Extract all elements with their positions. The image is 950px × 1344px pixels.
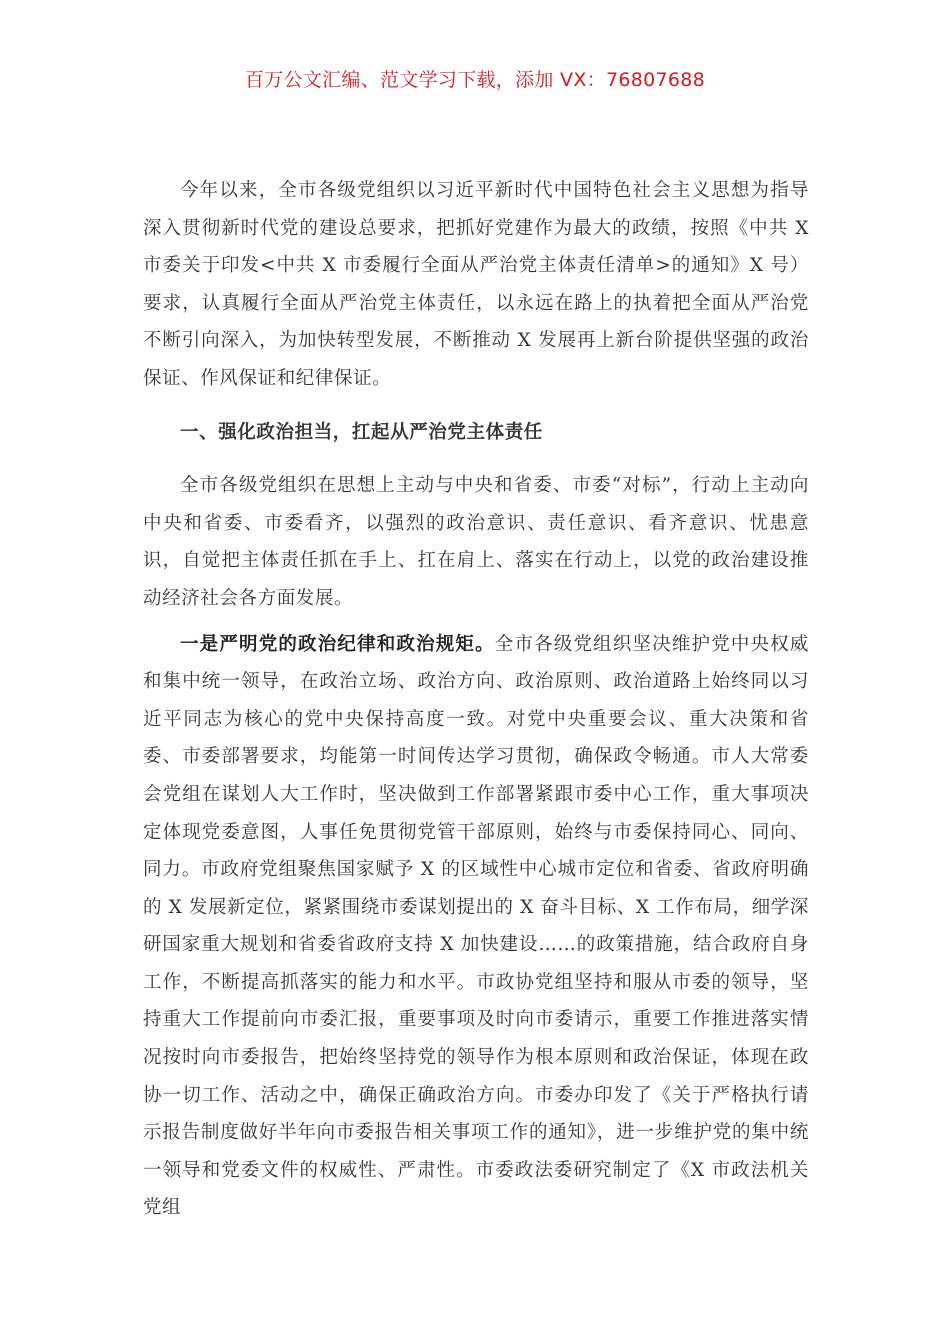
promo-banner: 百万公文汇编、范文学习下载，添加 VX：76807688 xyxy=(244,69,706,91)
spacer xyxy=(143,459,809,467)
document-body xyxy=(143,172,809,1227)
spacer xyxy=(143,618,809,626)
spacer xyxy=(143,398,809,406)
subsection-paragraph xyxy=(143,626,809,1228)
subsection-lead: 一是严明党的政治纪律和政治规矩。 xyxy=(180,633,495,655)
intro-paragraph: 今年以来，全市各级党组织以习近平新时代中国特色社会主义思想为指导深入贯彻新时代党的建设总要求，把抓好党建作为最大的政绩，按照《中共 X 市委关于印发<中共 X 市委履行全面从严治党主体责任清单>的通知》X 号）要求，认真履行全面从严治党主体责任，以永远在路上的执着把全面从严治党不断引向深入，为加快转型发展，不断推动 X 发展再上新台阶提供坚强的政治保证、作风保证和纪律保证。 xyxy=(143,180,809,389)
subsection-text: 全市各级党组织坚决维护党中央权威和集中统一领导，在政治立场、政治方向、政治原则、政治道路上始终同以习近平同志为核心的党中央保持高度一致。对党中央重要会议、重大决策和省委、市委部署要求，均能第一时间传达学习贯彻，确保政令畅通。市人大常委会党组在谋划人大工作时，坚决做到工作部署紧跟市委中心工作，重大事项决定体现党委意图，人事任免贯彻党管干部原则，始终与市委保持同心、同向、同力。市政府党组聚焦国家赋予 X 的区域性中心城市定位和省委、省政府明确的 X 发展新定位，紧紧围绕市委谋划提出的 X 奋斗目标、X 工作布局，细学深研国家重大规划和省委省政府支持 X 加快建设……的政策措施，结合政府自身工作，不断提高抓落实的能力和水平。市政协党组坚持和服从市委的领导，坚持重大工作提前向市委汇报，重要事项及时向市委请示，重要工作推进落实情况按时向市委报告，把始终坚持党的领导作为根本原则和政治保证，体现在政协一切工作、活动之中，确保正确政治方向。市委办印发了《关于严格执行请示报告制度做好半年向市委报告相关事项工作的通知》，进一步维护党的集中统一领导和党委文件的权威性、严肃性。市委政法委研究制定了《X 市政法机关党组 xyxy=(143,633,809,1219)
section-paragraph: 全市各级党组织在思想上主动与中央和省委、市委“对标”，行动上主动向中央和省委、市委看齐，以强烈的政治意识、责任意识、看齐意识、忧患意识，自觉把主体责任抓在手上、扛在肩上、落实在行动上，以党的政治建设推动经济社会各方面发展。 xyxy=(143,475,809,609)
section-heading: 一、强化政治担当，扛起从严治党主体责任 xyxy=(180,421,543,443)
